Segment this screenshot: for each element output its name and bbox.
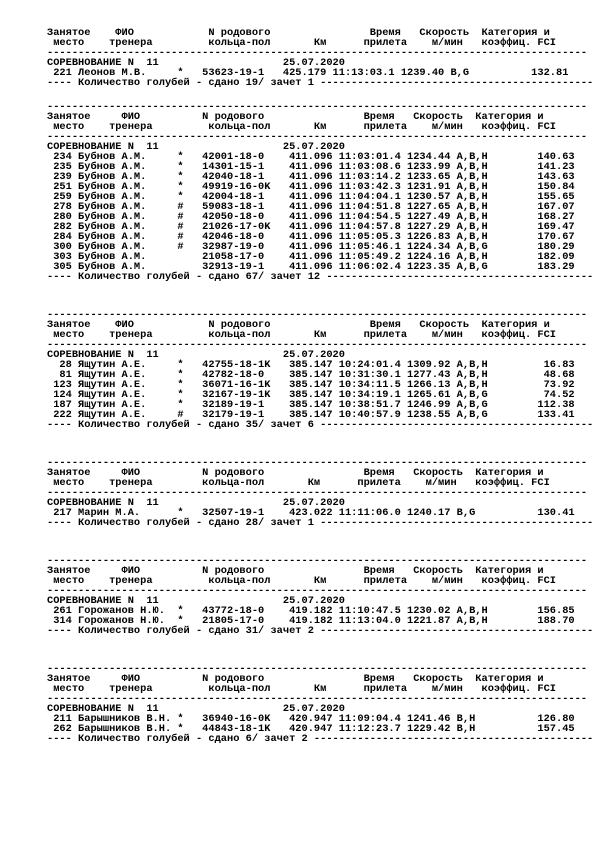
column-header-line-2: место тренера кольца-пол Км прилета м/мин коэффиц. FCI [47,121,556,133]
column-header-line-2: место тренера кольца-пол Км прилета м/мин коэффиц. FCI [47,683,556,695]
table-row: 303 Бубнов А.М. 21058-17-0 411.096 11:05:49.2 1224.16 A,B,H 182.09 [47,251,575,263]
table-row: 124 Ящутин А.Е. * 32167-19-1K 385.147 10:34:19.1 1265.61 A,B,G 74.52 [47,389,575,401]
rule: --------------------------------------------------------------------------------------- [47,693,588,705]
rule: --------------------------------------------------------------------------------------- [47,487,588,499]
column-header-line-1: Занятое ФИО N родового Время Скорость Категория и [47,27,550,39]
table-row: 261 Горожанов Н.Ю. * 43772-18-0 419.182 11:10:47.5 1230.02 A,B,H 156.85 [47,605,575,617]
rule: --------------------------------------------------------------------------------------- [47,585,588,597]
summary-line: ---- Количество голубей - сдано 28/ зачет 1 -------------------------------------------- [47,517,594,529]
competition-line: СОРЕВНОВАНИЕ N 11 25.07.2020 [47,703,345,715]
rule: --------------------------------------------------------------------------------------- [47,339,588,351]
column-header-line-2: место тренера кольца-пол Км прилета м/мин коэффиц. FCI [47,575,556,587]
table-row: 280 Бубнов А.М. # 42050-18-0 411.096 11:04:54.5 1227.49 A,B,H 168.27 [47,211,575,223]
table-row: 284 Бубнов А.М. # 42046-18-0 411.096 11:05:05.3 1226.83 A,B,H 170.67 [47,231,575,243]
column-header-line-1: Занятое ФИО N родового Время Скорость Категория и [47,319,550,331]
table-row: 217 Марин М.А. * 32507-19-1 423.022 11:11:06.0 1240.17 B,G 130.41 [47,507,575,519]
summary-line: ---- Количество голубей - сдано 67/ зачет 12 ------------------------------------------- [47,271,594,283]
table-row: 300 Бубнов А.М. # 32987-19-0 411.096 11:05:46.1 1224.34 A,B,G 180.29 [47,241,575,253]
table-row: 211 Барышников В.Н. * 36940-16-0K 420.947 11:09:04.4 1241.46 B,H 126.80 [47,713,575,725]
rule: --------------------------------------------------------------------------------------- [47,131,588,143]
table-row: 305 Бубнов А.М. 32913-19-1 411.096 11:06:02.4 1223.35 A,B,G 183.29 [47,261,575,273]
column-header-line-1: Занятое ФИО N родового Время Скорость Категория и [47,565,544,577]
column-header-line-1: Занятое ФИО N родового Время Скорость Категория и [47,111,544,123]
table-row: 235 Бубнов А.М. * 14301-15-1 411.096 11:03:08.6 1233.99 A,B,H 141.23 [47,161,575,173]
summary-line: ---- Количество голубей - сдано 6/ зачет 2 --------------------------------------------- [47,733,594,745]
table-row: 278 Бубнов А.М. # 59083-18-1 411.096 11:04:51.8 1227.65 A,B,H 167.07 [47,201,575,213]
summary-line: ---- Количество голубей - сдано 31/ зачет 2 -------------------------------------------- [47,625,594,637]
competition-line: СОРЕВНОВАНИЕ N 11 25.07.2020 [47,141,345,153]
column-header-line-2: место тренера кольца-пол Км прилета м/мин коэффиц. FCI [47,37,556,49]
rule: --------------------------------------------------------------------------------------- [47,101,588,113]
table-row: 234 Бубнов А.М. * 42001-18-0 411.096 11:03:01.4 1234.44 A,B,H 140.63 [47,151,575,163]
table-row: 262 Барышников В.Н. * 44843-18-1K 420.947 11:12:23.7 1229.42 B,H 157.45 [47,723,575,735]
table-row: 187 Ящутин А.Е. * 32189-19-1 385.147 10:38:51.7 1246.99 A,B,G 112.38 [47,399,575,411]
table-row: 259 Бубнов А.М. * 42004-18-1 411.096 11:04:04.1 1230.57 A,B,H 155.65 [47,191,575,203]
rule: --------------------------------------------------------------------------------------- [47,663,588,675]
column-header-line-1: Занятое ФИО N родового Время Скорость Категория и [47,673,544,685]
table-row: 221 Леонов М.В. * 53623-19-1 425.179 11:13:03.1 1239.40 B,G 132.81 [47,67,569,79]
table-row: 282 Бубнов А.М. # 21026-17-0K 411.096 11:04:57.8 1227.29 A,B,H 169.47 [47,221,575,233]
column-header-line-2: место тренера кольца-пол Км прилета м/мин коэффиц. FCI [47,477,550,489]
table-row: 251 Бубнов А.М. * 49919-16-0K 411.096 11:03:42.3 1231.91 A,B,H 150.84 [47,181,575,193]
table-row: 222 Ящутин А.Е. # 32179-19-1 385.147 10:40:57.9 1238.55 A,B,G 133.41 [47,409,575,421]
competition-line: СОРЕВНОВАНИЕ N 11 25.07.2020 [47,57,345,69]
rule: --------------------------------------------------------------------------------------- [47,555,588,567]
table-row: 239 Бубнов А.М. * 42040-18-1 411.096 11:03:14.2 1233.65 A,B,H 143.63 [47,171,575,183]
rule: --------------------------------------------------------------------------------------- [47,457,588,469]
rule: --------------------------------------------------------------------------------------- [47,47,588,59]
column-header-line-1: Занятое ФИО N родового Время Скорость Категория и [47,467,544,479]
summary-line: ---- Количество голубей - сдано 35/ зачет 6 -------------------------------------------- [47,419,594,431]
summary-line: ---- Количество голубей - сдано 19/ зачет 1 -------------------------------------------- [47,77,594,89]
competition-line: СОРЕВНОВАНИЕ N 11 25.07.2020 [47,349,345,361]
rule: --------------------------------------------------------------------------------------- [47,309,588,321]
table-row: 28 Ящутин А.Е. * 42755-18-1K 385.147 10:24:01.4 1309.92 A,B,H 16.83 [47,359,575,371]
column-header-line-2: место тренера кольца-пол Км прилета м/мин коэффиц. FCI [47,329,556,341]
competition-line: СОРЕВНОВАНИЕ N 11 25.07.2020 [47,497,345,509]
table-row: 314 Горожанов Н.Ю. * 21805-17-0 419.182 11:13:04.0 1221.87 A,B,H 188.70 [47,615,575,627]
table-row: 81 Ящутин А.Е. * 42782-18-0 385.147 10:31:30.1 1277.43 A,B,H 48.68 [47,369,575,381]
table-row: 123 Ящутин А.Е. * 36071-16-1K 385.147 10:34:11.5 1266.13 A,B,H 73.92 [47,379,575,391]
competition-line: СОРЕВНОВАНИЕ N 11 25.07.2020 [47,595,345,607]
